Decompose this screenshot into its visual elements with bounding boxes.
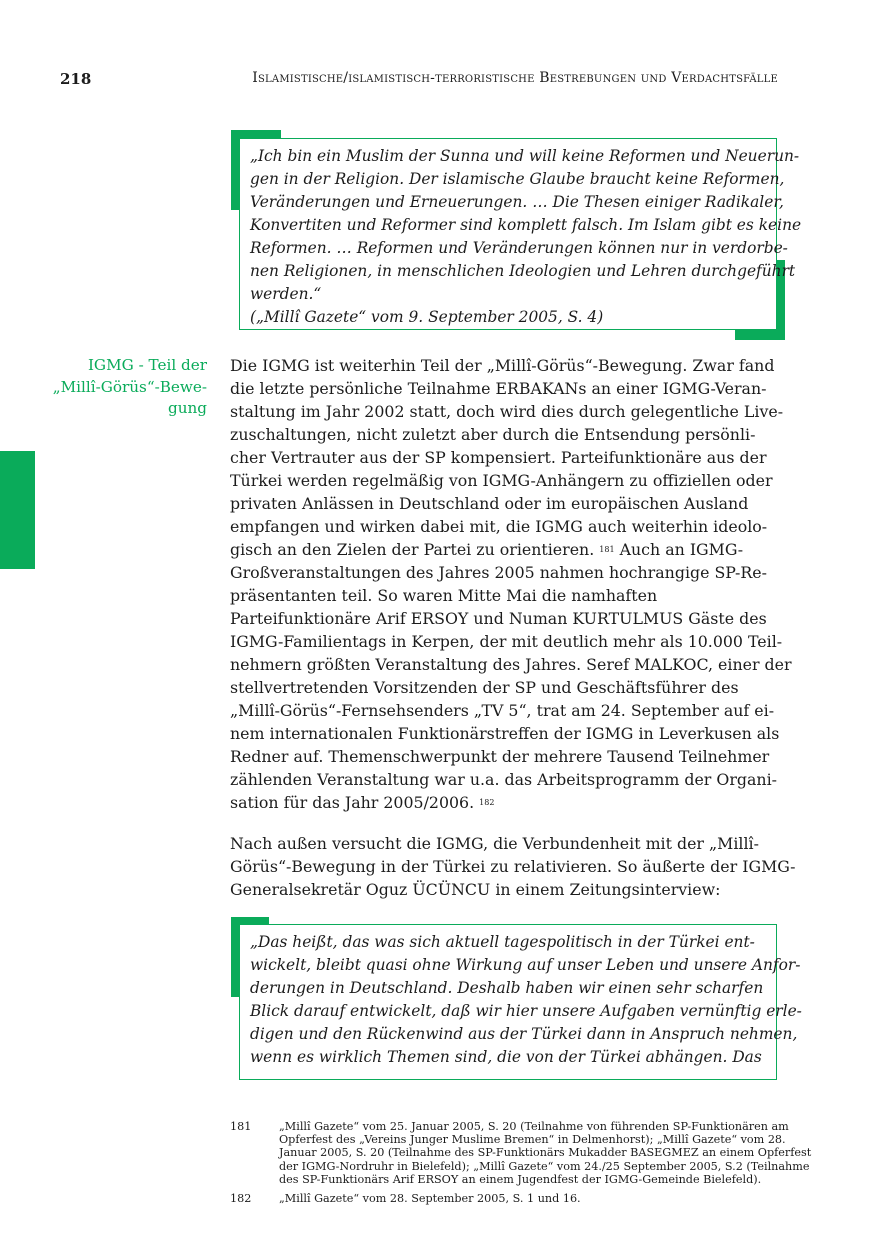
margin-label bbox=[37, 355, 207, 420]
text-line: nehmern größten Veranstaltung des Jahres. Seref MALKOC, einer der bbox=[230, 655, 792, 674]
text-line bbox=[230, 538, 792, 561]
text-line: Redner auf. Themenschwerpunkt der mehrere Tausend Teilnehmer bbox=[230, 747, 770, 766]
footnote-number: 181 bbox=[230, 1120, 252, 1133]
quote-line: „Ich bin ein Muslim der Sunna und will keine Reformen und Neuerun- bbox=[250, 147, 800, 165]
quote-line: Konvertiten und Reformer sind komplett falsch. Im Islam gibt es keine bbox=[250, 216, 802, 234]
text-line: privaten Anlässen in Deutschland oder im europäischen Ausland bbox=[230, 494, 749, 513]
text-line: präsentanten teil. So waren Mitte Mai die namhaften bbox=[230, 586, 658, 605]
text-line: die letzte persönliche Teilnahme ERBAKANs an einer IGMG-Veran- bbox=[230, 379, 767, 398]
text-segment: sation für das Jahr 2005/2006. bbox=[230, 793, 480, 812]
text-line: IGMG-Familientags in Kerpen, der mit deutlich mehr als 10.000 Teil- bbox=[230, 632, 783, 651]
text-line: Türkei werden regelmäßig von IGMG-Anhängern zu offiziellen oder bbox=[230, 471, 773, 490]
margin-marker bbox=[0, 451, 35, 569]
text-segment: Auch an IGMG- bbox=[614, 540, 744, 559]
footnotes bbox=[230, 1120, 811, 1211]
text-line: zählenden Veranstaltung war u.a. das Arbeitsprogramm der Organi- bbox=[230, 770, 777, 789]
footnote-ref-181[interactable]: 181 bbox=[599, 545, 615, 554]
paragraph-1 bbox=[230, 354, 792, 814]
quote-line: nen Religionen, in menschlichen Ideologien und Lehren durchgeführt bbox=[250, 262, 796, 280]
footnote-line: Opferfest des „Vereins Junger Muslime Bremen“ in Delmenhorst); „Millî Gazete“ vom 28. bbox=[279, 1133, 786, 1147]
quote-line: „Das heißt, das was sich aktuell tagespolitisch in der Türkei ent- bbox=[250, 933, 755, 951]
text-line bbox=[230, 791, 792, 814]
footnote-line: des SP-Funktionärs Arif ERSOY an einem Jugendfest der IGMG-Gemeinde Bielefeld). bbox=[279, 1172, 762, 1186]
quote-box-1 bbox=[239, 138, 802, 330]
text-line: cher Vertrauter aus der SP kompensiert. Parteifunktionäre aus der bbox=[230, 448, 767, 467]
text-segment: gisch an den Zielen der Partei zu orientieren. bbox=[230, 540, 600, 559]
footnote-text bbox=[279, 1192, 811, 1205]
running-header: Islamistische/islamistisch-terroristische Bestrebungen und Verdachtsfälle bbox=[252, 70, 778, 86]
quote-line: werden.“ bbox=[250, 285, 322, 303]
margin-label-line: gung bbox=[167, 399, 207, 417]
quote-line: digen und den Rückenwind aus der Türkei dann in Anspruch nehmen, bbox=[250, 1025, 798, 1043]
page-number: 218 bbox=[60, 70, 92, 88]
text-line: stellvertretenden Vorsitzenden der SP und Geschäftsführer des bbox=[230, 678, 739, 697]
text-line: Die IGMG ist weiterhin Teil der „Millî-Görüs“-Bewegung. Zwar fand bbox=[230, 356, 775, 375]
text-line: Görüs“-Bewegung in der Türkei zu relativieren. So äußerte der IGMG- bbox=[230, 857, 796, 876]
text-line: Großveranstaltungen des Jahres 2005 nahmen hochrangige SP-Re- bbox=[230, 563, 767, 582]
quote-line: derungen in Deutschland. Deshalb haben wir einen sehr scharfen bbox=[250, 979, 764, 997]
text-line: empfangen und wirken dabei mit, die IGMG auch weiterhin ideolo- bbox=[230, 517, 768, 536]
text-line: Nach außen versucht die IGMG, die Verbundenheit mit der „Millî- bbox=[230, 834, 759, 853]
footnote-number: 182 bbox=[230, 1192, 252, 1206]
margin-label-line: IGMG - Teil der bbox=[87, 356, 207, 374]
text-line: staltung im Jahr 2002 statt, doch wird dies durch gelegentliche Live- bbox=[230, 402, 784, 421]
quote-line: Reformen. … Reformen und Veränderungen können nur in verdorbe- bbox=[250, 239, 788, 257]
footnote-line: „Millî Gazete“ vom 25. Januar 2005, S. 20 (Teilnahme von führenden SP-Funktionären am bbox=[279, 1120, 789, 1133]
quote-line: wickelt, bleibt quasi ohne Wirkung auf unser Leben und unsere Anfor- bbox=[250, 956, 801, 974]
footnote-line: Januar 2005, S. 20 (Teilnahme des SP-Funktionärs Mukadder BASEGMEZ an einem Opferfest bbox=[279, 1146, 812, 1160]
footnote-line: „Millî Gazete“ vom 28. September 2005, S. 1 und 16. bbox=[279, 1192, 581, 1206]
quote-source: („Millî Gazete“ vom 9. September 2005, S. 4) bbox=[250, 308, 604, 326]
paragraph-2 bbox=[230, 832, 796, 901]
quote-line: Blick darauf entwickelt, daß wir hier unsere Aufgaben vernünftig erle- bbox=[250, 1002, 802, 1020]
quote-line: gen in der Religion. Der islamische Glaube braucht keine Reformen, bbox=[250, 170, 785, 188]
text-line: nem internationalen Funktionärstreffen der IGMG in Leverkusen als bbox=[230, 724, 780, 743]
text-line: Generalsekretär Oguz ÜCÜNCU in einem Zeitungsinterview: bbox=[230, 880, 721, 899]
text-line: zuschaltungen, nicht zuletzt aber durch die Entsendung persönli- bbox=[230, 425, 756, 444]
quote-line: wenn es wirklich Themen sind, die von der Türkei abhängen. Das bbox=[250, 1048, 762, 1066]
margin-label-line: „Millî-Görüs“-Bewe- bbox=[52, 377, 207, 396]
footnote-181 bbox=[230, 1120, 811, 1186]
footnote-182 bbox=[230, 1192, 811, 1205]
footnote-text bbox=[279, 1120, 811, 1186]
text-line: „Millî-Görüs“-Fernsehsenders „TV 5“, trat am 24. September auf ei- bbox=[230, 701, 775, 720]
text-line: Parteifunktionäre Arif ERSOY und Numan KURTULMUS Gäste des bbox=[230, 609, 767, 628]
footnote-ref-182[interactable]: 182 bbox=[479, 798, 495, 807]
footnote-line: der IGMG-Nordruhr in Bielefeld); „Millî Gazete“ vom 24./25 September 2005, S.2 (Teilnahme bbox=[279, 1159, 810, 1173]
quote-line: Veränderungen und Erneuerungen. … Die Thesen einiger Radikaler, bbox=[250, 193, 784, 211]
quote-box-2 bbox=[239, 924, 802, 1080]
